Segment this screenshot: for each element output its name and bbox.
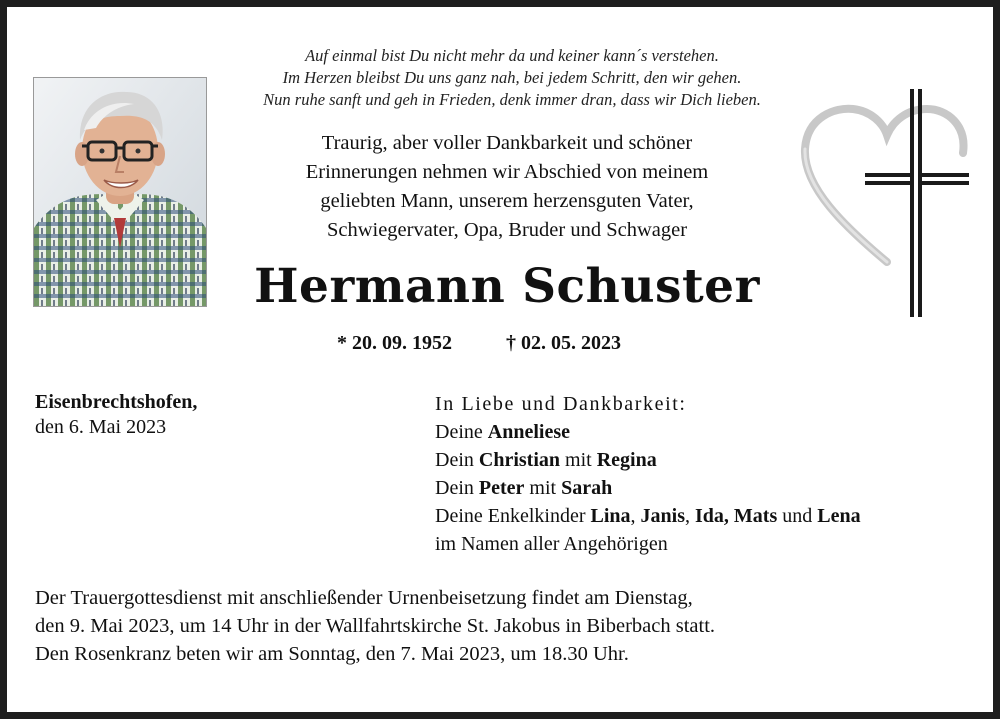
birth-date: * 20. 09. 1952 (337, 332, 452, 354)
heart-cross-icon (795, 77, 975, 317)
family-line (435, 418, 861, 446)
family-member: Janis (640, 505, 685, 527)
poem-line: Auf einmal bist Du nicht mehr da und keiner kann´s verstehen. (305, 46, 719, 65)
intro-text (207, 129, 807, 245)
family-text: , (685, 505, 695, 527)
service-line: Der Trauergottesdienst mit anschließender Urnenbeisetzung findet am Dienstag, (35, 587, 693, 609)
family-line (435, 474, 861, 502)
poem-line: Im Herzen bleibst Du uns ganz nah, bei jedem Schritt, den wir gehen. (282, 68, 742, 87)
service-line: Den Rosenkranz beten wir am Sonntag, den 7. Mai 2023, um 18.30 Uhr. (35, 643, 629, 665)
service-line: den 9. Mai 2023, um 14 Uhr in der Wallfahrtskirche St. Jakobus in Biberbach statt. (35, 615, 716, 637)
family-text: Dein (435, 477, 479, 499)
family-member: Peter (478, 477, 525, 499)
family-line (435, 502, 861, 530)
date: den 6. Mai 2023 (35, 416, 167, 438)
intro-line: geliebten Mann, unserem herzensguten Vater, (320, 190, 694, 212)
family-line (435, 446, 861, 474)
family-text: und (777, 505, 818, 527)
obituary-card (7, 7, 993, 712)
deceased-name: Hermann Schuster (254, 259, 760, 314)
family-line: im Namen aller Angehörigen (435, 533, 668, 555)
poem-line: Nun ruhe sanft und geh in Frieden, denk immer dran, dass wir Dich lieben. (263, 90, 761, 109)
heart-cross-graphic (795, 77, 975, 317)
life-dates (337, 332, 621, 355)
family-member: Lina (590, 505, 631, 527)
intro-line: Schwiegervater, Opa, Bruder und Schwager (326, 219, 688, 241)
place-date (35, 390, 197, 440)
family-heading: In Liebe und Dankbarkeit: (435, 393, 687, 415)
intro-line: Traurig, aber voller Dankbarkeit und schöner (321, 132, 693, 154)
family-text: Deine (435, 421, 488, 443)
family-text: mit (524, 477, 562, 499)
family-member: Christian (478, 449, 561, 471)
family-text: Deine Enkelkinder (435, 505, 591, 527)
family-member: Anneliese (487, 421, 570, 443)
intro-line: Erinnerungen nehmen wir Abschied von meinem (305, 161, 709, 183)
family-member: Sarah (561, 477, 613, 499)
family-text: Dein (435, 449, 479, 471)
family-list (435, 390, 861, 558)
death-date: † 02. 05. 2023 (506, 332, 621, 354)
family-member: Ida, Mats (695, 505, 778, 527)
service-info (35, 584, 715, 668)
family-member: Regina (596, 449, 657, 471)
family-text: , (630, 505, 641, 527)
place: Eisenbrechtshofen, (35, 391, 198, 413)
family-text: mit (560, 449, 597, 471)
family-member: Lena (817, 505, 861, 527)
